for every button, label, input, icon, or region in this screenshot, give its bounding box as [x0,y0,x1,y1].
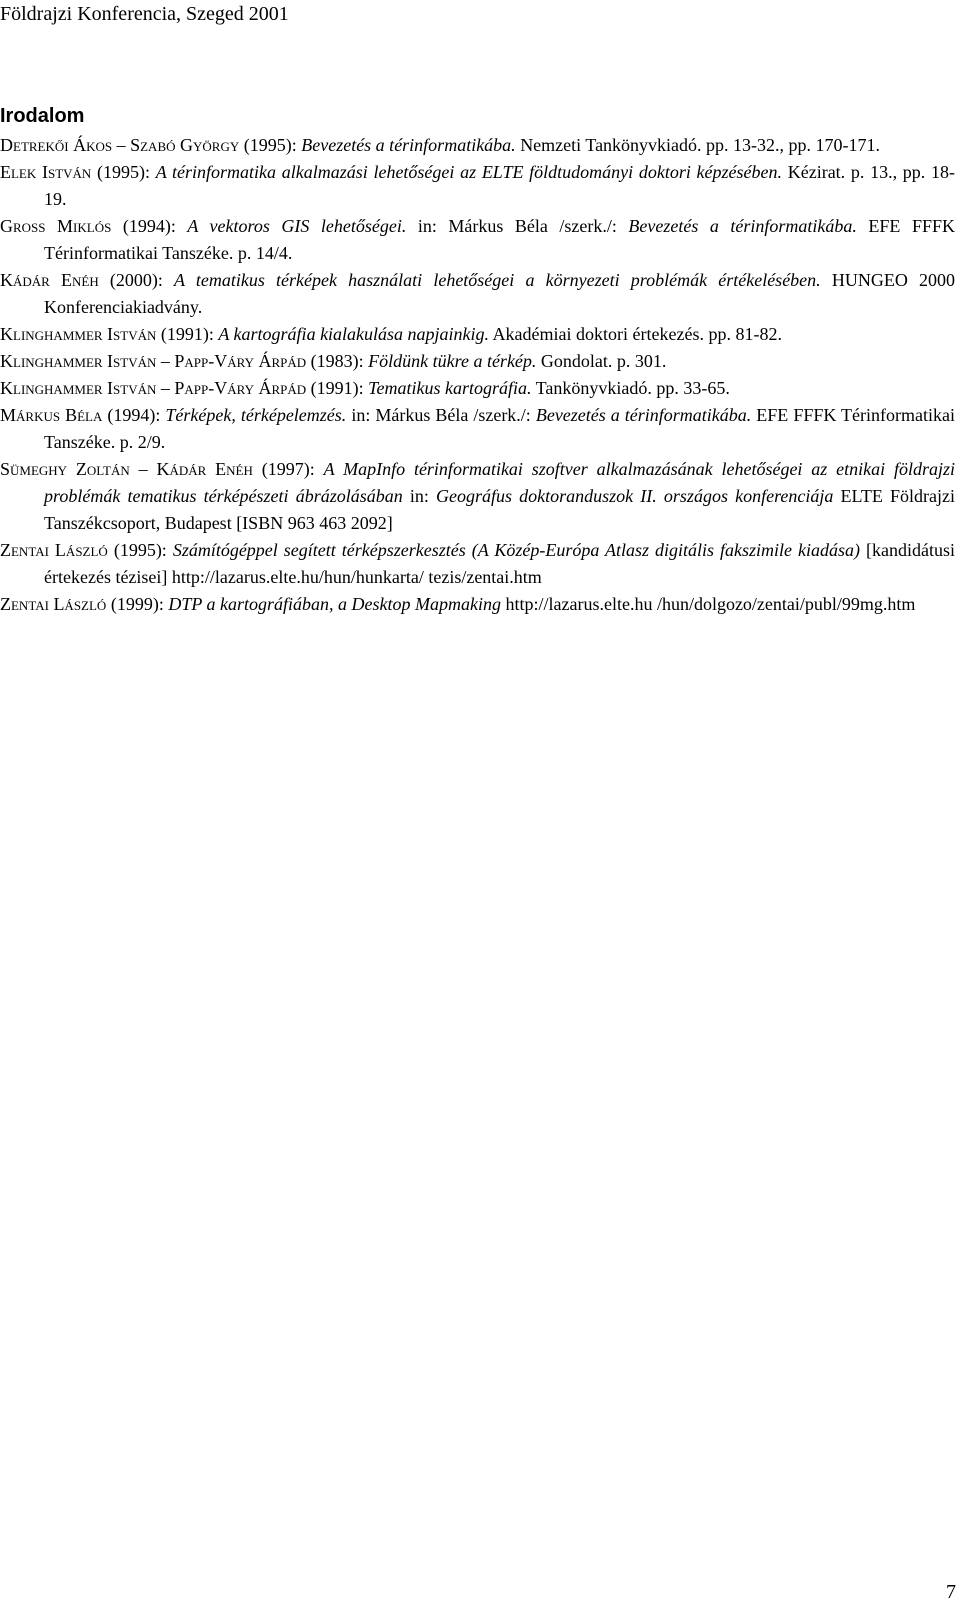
reference-item [0,537,955,591]
ref-rest: in: Márkus Béla /szerk./: [346,405,536,425]
ref-title: A térinformatika alkalmazási lehetőségei az ELTE földtudományi doktori képzésében. [155,162,783,182]
ref-year: (2000): [98,270,175,290]
ref-year: (1995): [91,162,156,182]
ref-title: A tematikus térképek használati lehetőségei a környezeti problémák értékelésében. [174,270,821,290]
ref-authors: Klinghammer István [0,324,157,344]
ref-title: Számítógéppel segített térképszerkesztés (A Közép-Európa Atlasz digitális fakszimile kiadása) [172,540,861,560]
ref-title: A vektoros GIS lehetőségei. [187,216,407,236]
ref-rest: Nemzeti Tankönyvkiadó. pp. 13-32., pp. 170-171. [515,135,881,155]
ref-authors: Klinghammer István – Papp-Váry Árpád [0,378,307,398]
ref-rest: in: Márkus Béla /szerk./: [406,216,629,236]
ref-title-2: Geográfus doktoranduszok II. országos konferenciája [436,486,834,506]
ref-rest: [kandidátusi értekezés tézisei] http://lazarus.elte.hu/hun/hunkarta/ tezis/zentai.htm [44,540,956,587]
reference-item [0,402,955,456]
ref-authors: Gross Miklós [0,216,112,236]
ref-year: (1994): [111,216,188,236]
ref-title: A MapInfo térinformatikai szoftver alkalmazásának lehetőségei az etnikai földrajzi problémák tematikus térképészeti ábrázolásában [44,459,955,506]
page-header: Földrajzi Konferencia, Szeged 2001 [0,3,289,25]
ref-title: Tematikus kartográfia. [368,378,532,398]
ref-rest: Tankönyvkiadó. pp. 33-65. [531,378,730,398]
ref-year: (1983): [306,351,369,371]
section-heading: Irodalom [0,105,85,127]
ref-rest: HUNGEO 2000 Konferenciakiadvány. [44,270,955,317]
ref-rest-2: EFE FFFK Térinformatikai Tanszéke. p. 14/4. [44,216,955,263]
ref-title-2: Bevezetés a térinformatikába. [535,405,752,425]
reference-item [0,348,955,375]
ref-authors: Detrekői Ákos – Szabó György [0,135,240,155]
ref-authors: Kádár Enéh [0,270,99,290]
ref-title: DTP a kartográfiában, a Desktop Mapmaking [168,594,501,614]
ref-authors: Elek István [0,162,92,182]
ref-rest: http://lazarus.elte.hu /hun/dolgozo/zentai/publ/99mg.htm [500,594,916,614]
ref-title-2: Bevezetés a térinformatikába. [628,216,857,236]
reference-item [0,591,955,618]
ref-rest: Gondolat. p. 301. [536,351,667,371]
ref-title: Bevezetés a térinformatikába. [301,135,516,155]
ref-title: Földünk tükre a térkép. [368,351,537,371]
ref-authors: Sümeghy Zoltán – Kádár Enéh [0,459,253,479]
ref-title: A kartográfia kialakulása napjainkig. [218,324,490,344]
ref-year: (1995): [239,135,302,155]
ref-year: (1995): [107,540,173,560]
reference-item [0,375,955,402]
page-number: 7 [946,1581,956,1603]
ref-rest-2: ELTE Földrajzi Tanszékcsoport, Budapest [ISBN 963 463 2092] [44,486,955,533]
reference-item [0,159,955,213]
ref-rest-2: EFE FFFK Térinformatikai Tanszéke. p. 2/9. [44,405,955,452]
ref-authors: Klinghammer István – Papp-Váry Árpád [0,351,307,371]
ref-year: (1994): [102,405,166,425]
ref-year: (1991): [306,378,369,398]
ref-rest: Kézirat. p. 13., pp. 18-19. [44,162,955,209]
reference-list [0,132,955,618]
ref-year: (1999): [106,594,169,614]
reference-item [0,132,955,159]
ref-rest: in: [402,486,437,506]
reference-item [0,321,955,348]
ref-year: (1991): [156,324,219,344]
ref-authors: Zentai László [0,594,107,614]
ref-rest: Akadémiai doktori értekezés. pp. 81-82. [489,324,782,344]
ref-year: (1997): [252,459,324,479]
ref-authors: Zentai László [0,540,108,560]
ref-authors: Márkus Béla [0,405,103,425]
reference-item [0,267,955,321]
reference-item [0,213,955,267]
ref-title: Térképek, térképelemzés. [165,405,347,425]
reference-item [0,456,955,537]
